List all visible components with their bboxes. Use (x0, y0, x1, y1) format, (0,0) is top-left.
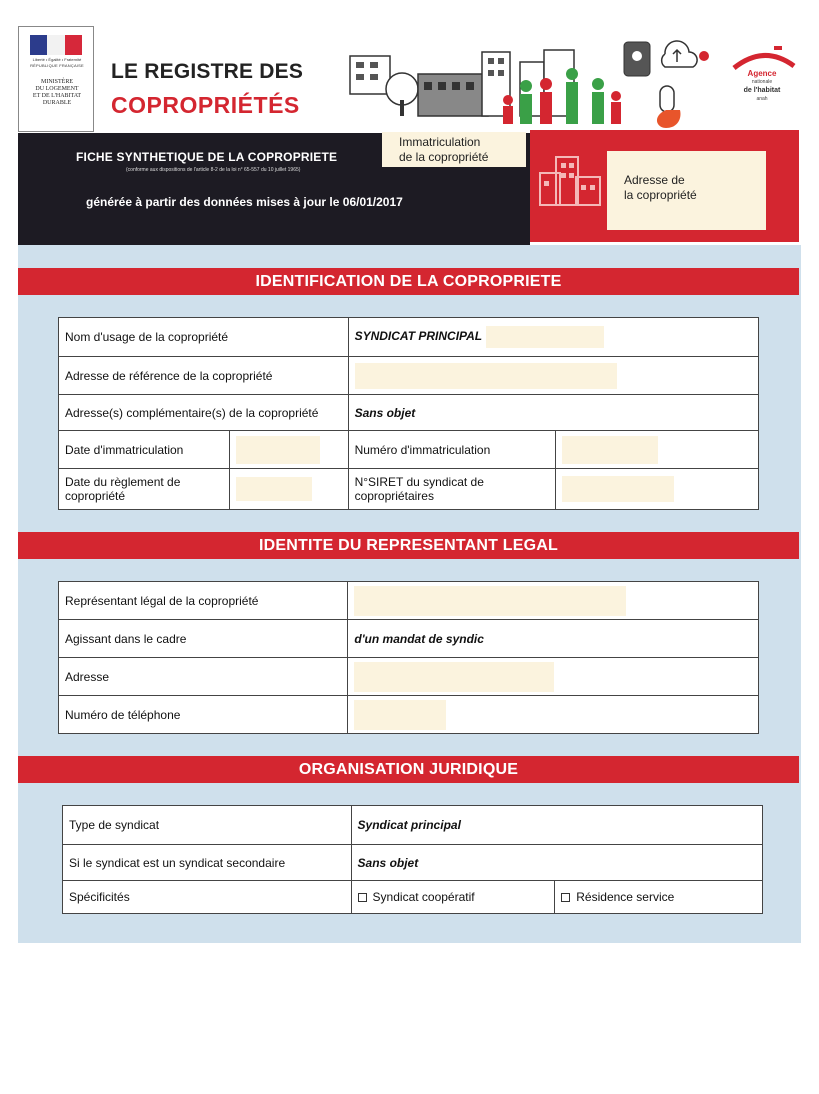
cadre-label: Agissant dans le cadre (59, 620, 348, 658)
adresse-ref-label: Adresse de référence de la copropriété (59, 357, 349, 395)
republic-motto: Liberté • Égalité • Fraternité (32, 57, 82, 62)
section-representant-title: IDENTITE DU REPRESENTANT LEGAL (18, 532, 799, 559)
table-row (59, 395, 759, 431)
anah-agency-name: Agence nationale de l'habitat anah (743, 69, 781, 102)
rep-cell (348, 582, 759, 620)
date-reglement-cell (229, 469, 348, 510)
registry-title-top: LE REGISTRE DES (111, 60, 304, 83)
nom-cell (348, 318, 758, 357)
french-flag-icon (30, 35, 82, 55)
option-cooperatif: Syndicat coopératif (351, 881, 555, 914)
checkbox-residence[interactable] (561, 893, 570, 902)
table-row (63, 806, 763, 845)
redacted-block (562, 436, 658, 464)
redacted-block (562, 476, 674, 502)
table-row (59, 658, 759, 696)
table-row (59, 431, 759, 469)
cadre-value: d'un mandat de syndic (348, 620, 759, 658)
ministry-logo (18, 26, 94, 132)
redacted-block (236, 477, 312, 501)
date-immat-label: Date d'immatriculation (59, 431, 230, 469)
secondaire-value: Sans objet (351, 845, 762, 881)
numero-immat-label: Numéro d'immatriculation (348, 431, 556, 469)
specificites-label: Spécificités (63, 881, 352, 914)
adresse-label: Adresse (59, 658, 348, 696)
rep-label: Représentant légal de la copropriété (59, 582, 348, 620)
section-organisation-title: ORGANISATION JURIDIQUE (18, 756, 799, 783)
republic-label: RÉPUBLIQUE FRANÇAISE (30, 63, 84, 68)
secondaire-label: Si le syndicat est un syndicat secondaire (63, 845, 352, 881)
type-value: Syndicat principal (351, 806, 762, 845)
redacted-block (486, 326, 604, 348)
nom-value: SYNDICAT PRINCIPAL (354, 329, 483, 344)
fiche-subtitle: (conforme aux dispositions de l'article 8-2 de la loi n° 65-557 du 10 juillet 1965) (126, 167, 301, 173)
nom-label: Nom d'usage de la copropriété (59, 318, 349, 357)
representant-table (58, 581, 759, 734)
fiche-title: FICHE SYNTHETIQUE DE LA COPROPRIETE (76, 150, 338, 164)
identification-table (58, 317, 759, 510)
immatriculation-note: Immatriculation de la copropriété (382, 132, 526, 167)
table-row (59, 318, 759, 357)
adresse-ref-cell (348, 357, 758, 395)
option-residence: Résidence service (555, 881, 763, 914)
type-label: Type de syndicat (63, 806, 352, 845)
tel-cell (348, 696, 759, 734)
checkbox-cooperatif[interactable] (358, 893, 367, 902)
building-icon (538, 155, 602, 207)
adresse-comp-value: Sans objet (348, 395, 758, 431)
table-row (59, 620, 759, 658)
table-row (63, 845, 763, 881)
section-identification-title: IDENTIFICATION DE LA COPROPRIETE (18, 268, 799, 295)
adresse-comp-label: Adresse(s) complémentaire(s) de la copropriété (59, 395, 349, 431)
adresse-cell (348, 658, 759, 696)
siret-label: N°SIRET du syndicat de copropriétaires (348, 469, 556, 510)
redacted-block (354, 586, 626, 616)
tel-label: Numéro de téléphone (59, 696, 348, 734)
adresse-note: Adresse de la copropriété (607, 151, 766, 230)
redacted-block (354, 662, 554, 692)
redacted-block (354, 700, 446, 730)
table-row (59, 696, 759, 734)
siret-cell (556, 469, 759, 510)
organisation-table (62, 805, 763, 914)
redacted-block (236, 436, 320, 464)
date-immat-cell (229, 431, 348, 469)
date-reglement-label: Date du règlement de copropriété (59, 469, 230, 510)
redacted-block (355, 363, 617, 389)
generation-date: générée à partir des données mises à jour le 06/01/2017 (86, 195, 403, 209)
registry-title-main: COPROPRIÉTÉS (111, 92, 300, 118)
table-row (59, 357, 759, 395)
city-people-illustration (340, 34, 718, 129)
table-row (59, 582, 759, 620)
ministry-name: MINISTÈRE DU LOGEMENT ET DE L'HABITAT DURABLE (32, 79, 82, 106)
table-row (59, 469, 759, 510)
numero-immat-cell (556, 431, 759, 469)
table-row (63, 881, 763, 914)
